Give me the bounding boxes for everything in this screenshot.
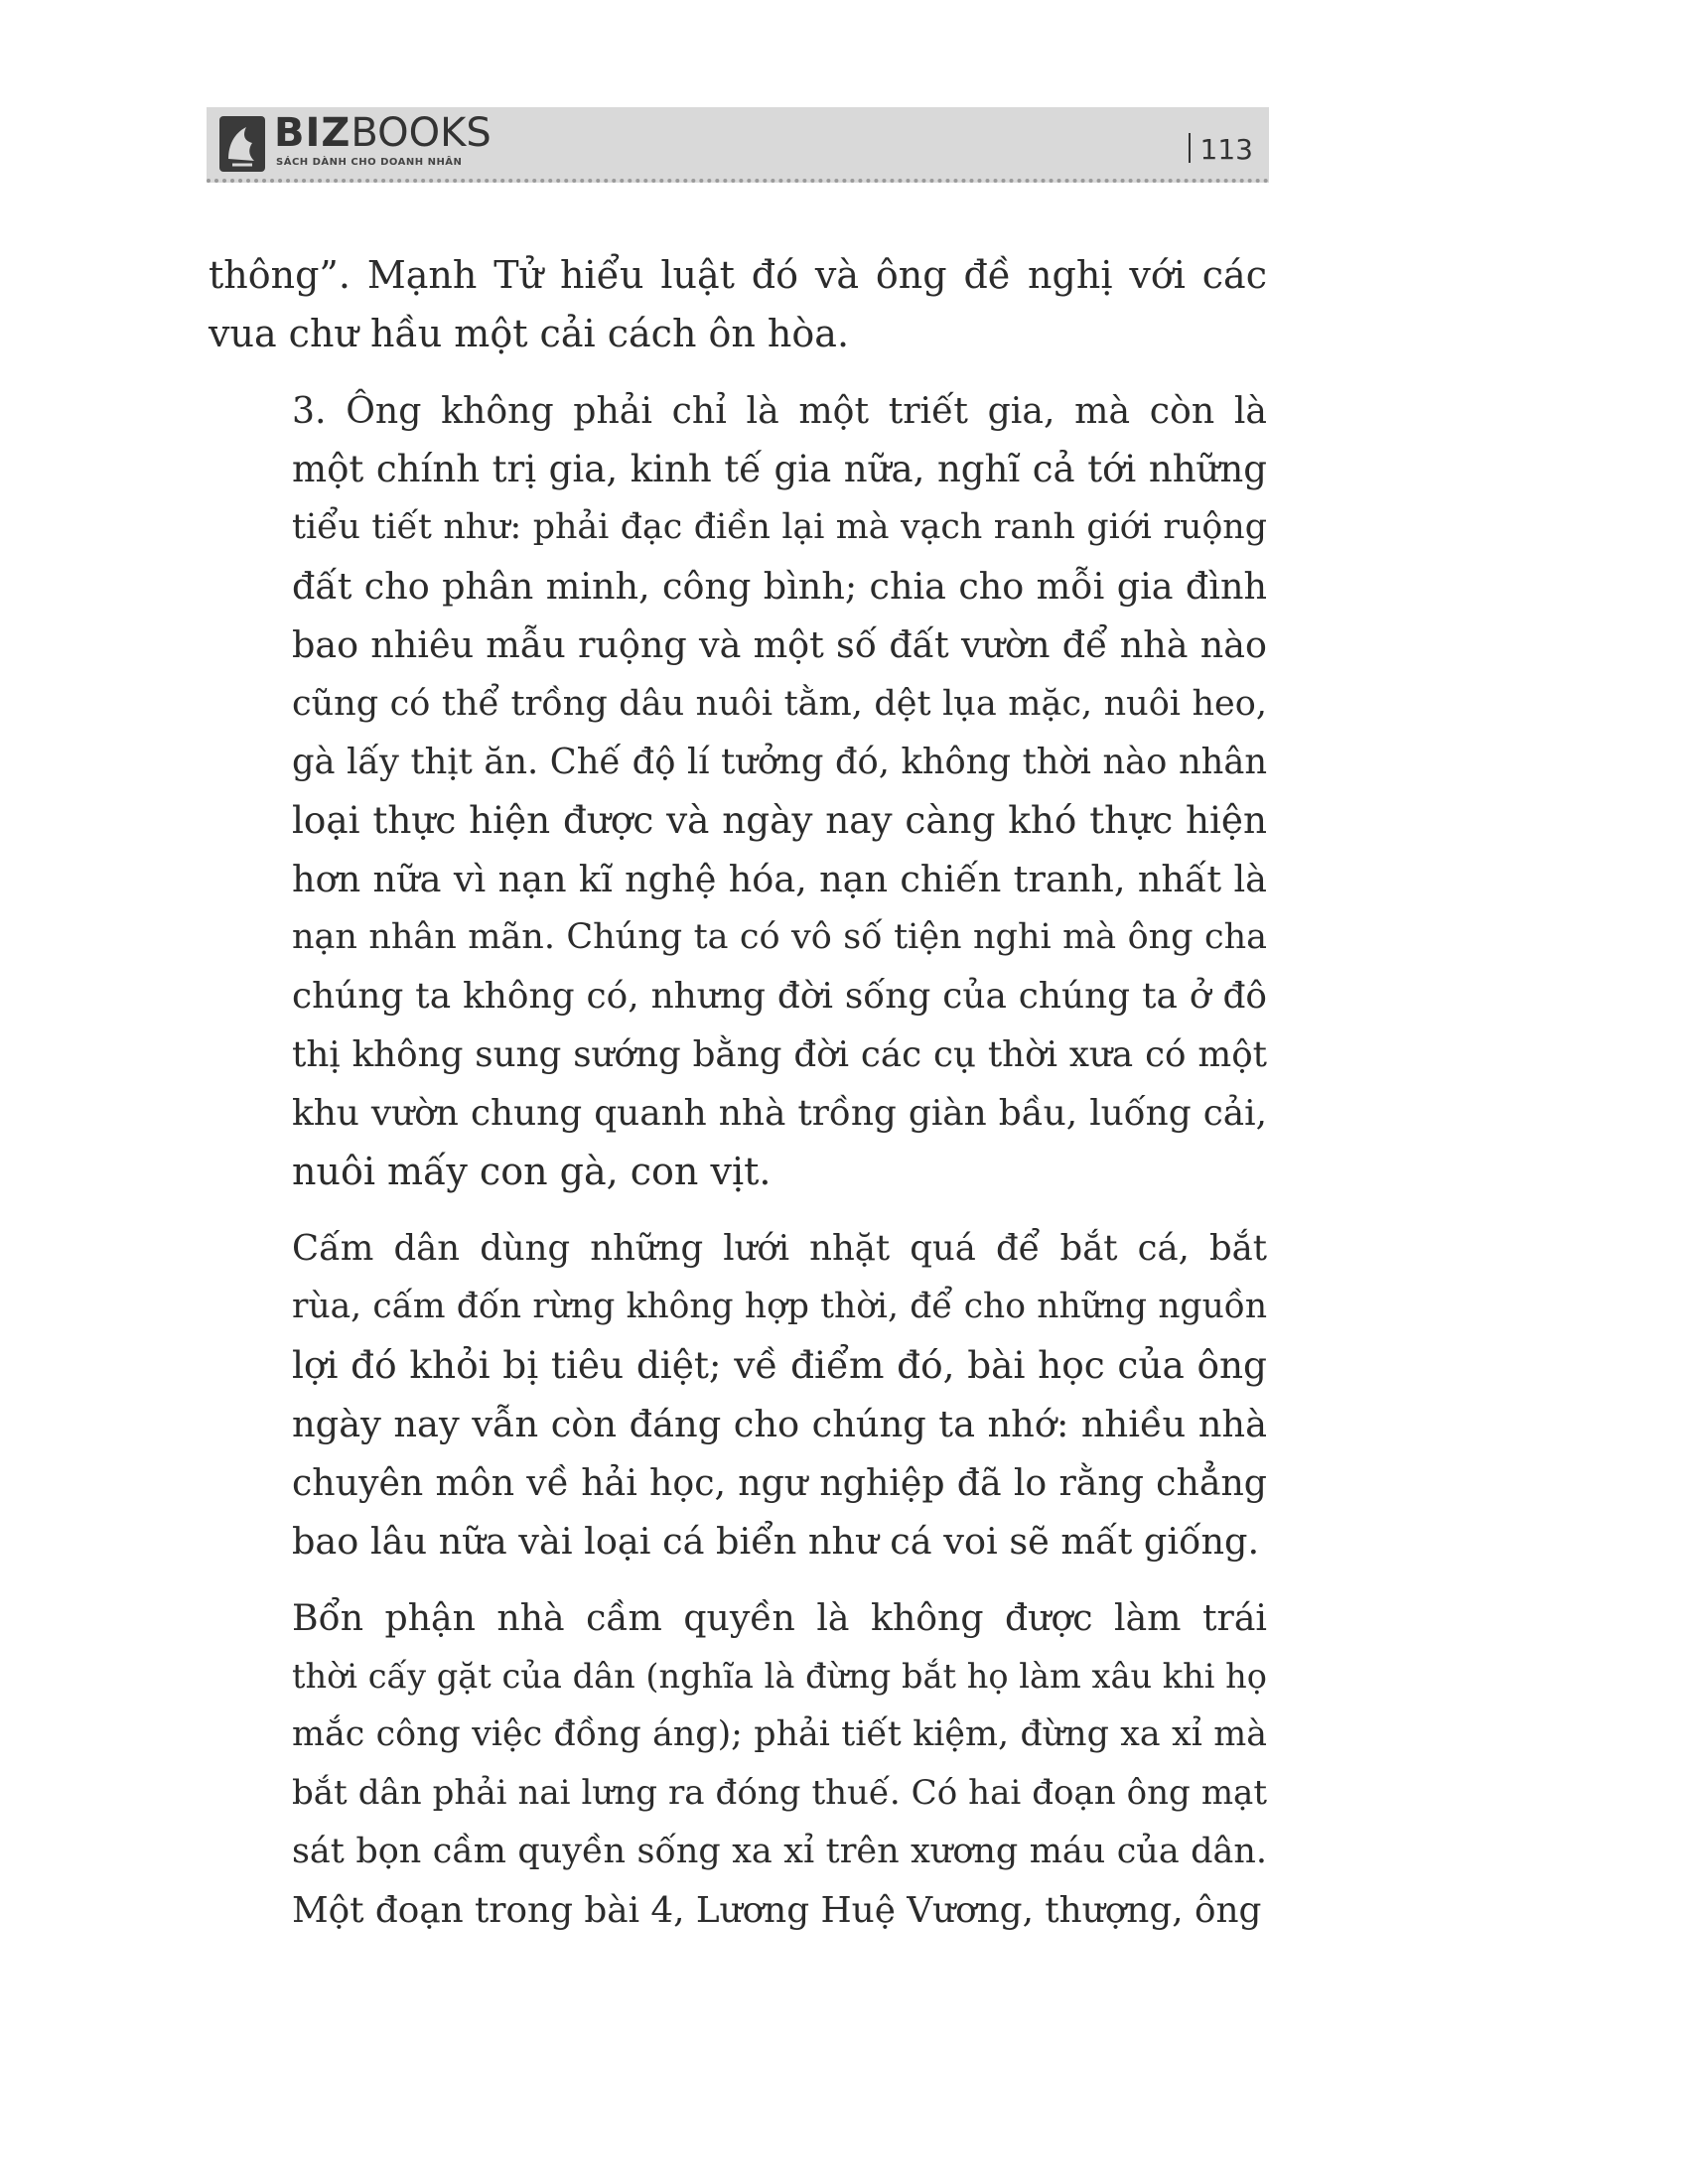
text-line: nuôi mấy con gà, con vịt.	[292, 1150, 772, 1193]
text-line: Bổn phận nhà cầm quyền là không được làm trái	[292, 1596, 1267, 1639]
text-line: chuyên môn về hải học, ngư nghiệp đã lo rằng chẳng	[292, 1461, 1267, 1504]
text-line: bao nhiêu mẫu ruộng và một số đất vườn để nhà nào	[292, 623, 1267, 666]
body-text	[209, 246, 1267, 1958]
paragraph	[209, 381, 1267, 1201]
brand-bold: BIZ	[274, 110, 352, 156]
text-line: Một đoạn trong bài 4, Lương Huệ Vương, thượng, ông	[292, 1890, 1262, 1931]
paragraph	[209, 1219, 1267, 1570]
paragraph	[209, 246, 1267, 363]
text-line: tiểu tiết như: phải đạc điền lại mà vạch ranh giới ruộng	[292, 507, 1267, 547]
text-line: lợi đó khỏi bị tiêu diệt; về điểm đó, bài học của ông	[292, 1343, 1267, 1387]
text-line: sát bọn cầm quyền sống xa xỉ trên xương máu của dân.	[292, 1832, 1267, 1871]
brand-name	[274, 111, 492, 155]
text-line: loại thực hiện được và ngày nay càng khó thực hiện	[292, 798, 1267, 842]
text-line: cũng có thể trồng dâu nuôi tằm, dệt lụa mặc, nuôi heo,	[292, 683, 1267, 724]
page-number-divider	[1189, 133, 1191, 163]
text-line: bao lâu nữa vài loại cá biển như cá voi sẽ mất giống.	[292, 1520, 1260, 1563]
text-line: chúng ta không có, nhưng đời sống của chúng ta ở đô	[292, 976, 1267, 1017]
text-line: thị không sung sướng bằng đời các cụ thời xưa có một	[292, 1034, 1267, 1075]
text-line: thông”. Mạnh Tử hiểu luật đó và ông đề nghị với các	[209, 253, 1267, 297]
text-line: bắt dân phải nai lưng ra đóng thuế. Có hai đoạn ông mạt	[292, 1773, 1267, 1813]
text-line: đất cho phân minh, công bình; chia cho mỗi gia đình	[292, 565, 1267, 608]
text-line: hơn nữa vì nạn kĩ nghệ hóa, nạn chiến tranh, nhất là	[292, 858, 1267, 900]
text-line: ngày nay vẫn còn đáng cho chúng ta nhớ: nhiều nhà	[292, 1403, 1267, 1445]
running-header	[207, 107, 1269, 183]
brand-light: BOOKS	[351, 110, 492, 156]
text-line: khu vườn chung quanh nhà trồng giàn bầu, luống cải,	[292, 1093, 1267, 1134]
page-number-value: 113	[1199, 133, 1253, 166]
text-line: thời cấy gặt của dân (nghĩa là đừng bắt họ làm xâu khi họ	[292, 1657, 1267, 1696]
text-line: vua chư hầu một cải cách ôn hòa.	[209, 312, 850, 355]
page-number	[1189, 133, 1253, 166]
text-line: một chính trị gia, kinh tế gia nữa, nghĩ cả tới những	[292, 448, 1267, 490]
paragraph	[209, 1588, 1267, 1940]
brand-tagline: SÁCH DÀNH CHO DOANH NHÂN	[276, 157, 463, 168]
text-line: Cấm dân dùng những lưới nhặt quá để bắt cá, bắt	[292, 1228, 1267, 1269]
text-line: mắc công việc đồng áng); phải tiết kiệm, đừng xa xỉ mà	[292, 1714, 1267, 1754]
bizbooks-logo-icon	[218, 115, 266, 173]
text-line: rùa, cấm đốn rừng không hợp thời, để cho những nguồn	[292, 1287, 1267, 1326]
text-line: 3. Ông không phải chỉ là một triết gia, mà còn là	[292, 389, 1267, 432]
text-line: nạn nhân mãn. Chúng ta có vô số tiện nghi mà ông cha	[292, 917, 1267, 957]
text-line: gà lấy thịt ăn. Chế độ lí tưởng đó, không thời nào nhân	[292, 742, 1267, 782]
